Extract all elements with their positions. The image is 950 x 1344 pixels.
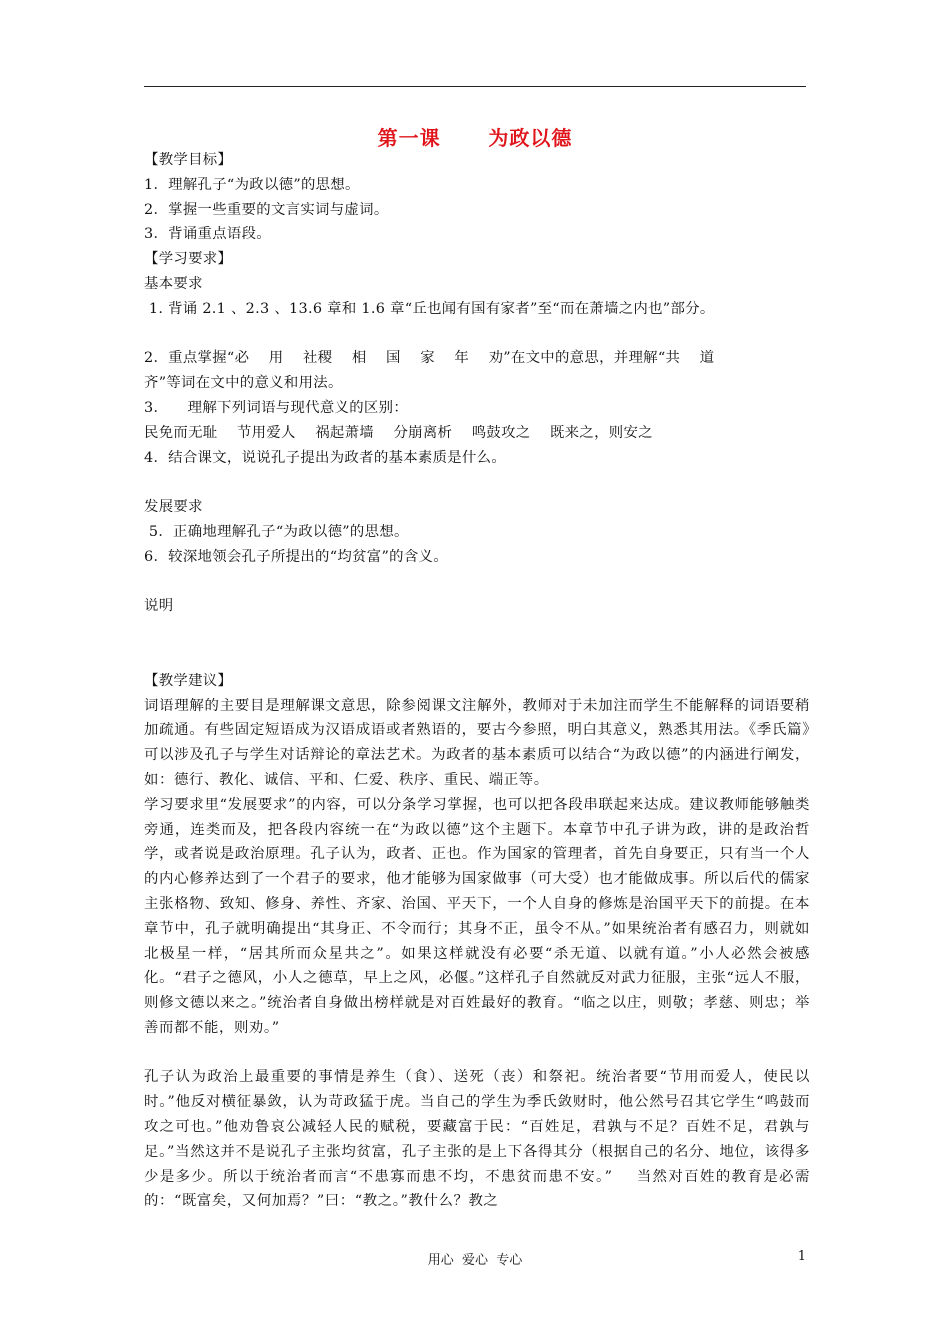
- advice-paragraph-1: 词语理解的主要目是理解课文意思，除参阅课文注解外，教师对于未加注而学生不能解释的词语要稍加疏通。有些固定短语成为汉语成语或者熟语的，要古今参照，明白其意义，熟悉其用法。《季氏篇》可以涉及孔子与学生对话辩论的章法艺术。为政者的基本素质可以结合“为政以德”的内涵进行阐发，如：德行、教化、诚信、平和、仁爱、秩序、重民、端正等。: [144, 697, 810, 788]
- spacer: [144, 470, 810, 495]
- spacer: [144, 1041, 810, 1066]
- footer-motto: 用心 爱心 专心: [427, 1253, 523, 1268]
- development-requirement-6: 6．较深地领会孔子所提出的“均贫富”的含义。: [144, 548, 448, 565]
- basic-requirement-4: 4．结合课文，说说孔子提出为政者的基本素质是什么。: [144, 449, 507, 466]
- advice-paragraph-3: 孔子认为政治上最重要的事情是养生（食）、送死（丧）和祭祀。统治者要“节用而爱人，使民以时。”他反对横征暴敛，认为苛政猛于虎。当自己的学生为季氏敛财时，他公然号召其它学生“鸣鼓而攻之可也。”他劝鲁哀公减轻人民的赋税，要藏富于民：“百姓足，君孰与不足？百姓不足，君孰与足。”当然这并不是说孔子主张均贫富，孔子主张的是上下各得其分（根据自己的名分、地位，该得多少是多少。所以于统治者而言“不患寡而患不均，不患贫而患不安。” 当然对百姓的教育是必需的：“既富矣，又何加焉？”曰：“教之。”教什么？教之: [144, 1069, 810, 1210]
- advice-paragraph-2: 学习要求里“发展要求”的内容，可以分条学习掌握，也可以把各段串联起来达成。建议教师能够触类旁通，连类而及，把各段内容统一在“为政以德”这个主题下。本章节中孔子讲为政，讲的是政治哲学，或者说是政治原理。孔子认为，政者、正也。作为国家的管理者，首先自身要正，只有当一个人的内心修养达到了一个君子的要求，他才能够为国家做事（可大受）也才能做成事。所以后代的儒家主张格物、致知、修身、养性、齐家、治国、平天下，一个人自身的修炼是治国平天下的前提。在本章节中，孔子就明确提出“其身正、不令而行；其身不正，虽令不从。”如果统治者有感召力，则就如北极星一样，“居其所而众星共之”。如果这样就没有必要“杀无道、以就有道。”小人必然会被感化。“君子之德风，小人之德草，早上之风，必偃。”这样孔子自然就反对武力征服，主张“远人不服，则修文德以来之。”统治者自身做出榜样就是对百姓最好的教育。“临之以庄，则敬；孝慈、则忠；举善而都不能，则劝。”: [144, 796, 810, 1036]
- development-requirement-5: 5．正确地理解孔子“为政以德”的思想。: [144, 523, 409, 540]
- requirements-heading: 【学习要求】: [144, 251, 233, 268]
- basic-requirement-3-words: 民免而无耻 节用爱人 祸起萧墙 分崩离析 鸣鼓攻之 既来之，则安之: [144, 424, 653, 441]
- goal-item-1: 1．理解孔子“为政以德”的思想。: [144, 176, 360, 193]
- basic-requirement-2-line-1: 2．重点掌握“必 用 社稷 相 国 家 年 劝”在文中的意思，并理解“共 道: [144, 350, 715, 367]
- goals-heading: 【教学目标】: [144, 152, 233, 168]
- basic-requirements-heading: 基本要求: [144, 275, 203, 292]
- page-title: 第一课 为政以德: [377, 126, 573, 150]
- note-heading: 说明: [144, 598, 174, 615]
- spacer: [144, 619, 810, 669]
- basic-requirement-1: 1. 背诵 2.1 、2.3 、13.6 章和 1.6 章“丘也闻有国有家者”至“而在萧墙之内也”部分。: [144, 300, 715, 317]
- spacer: [144, 322, 810, 347]
- goal-item-2: 2．掌握一些重要的文言实词与虚词。: [144, 201, 389, 218]
- development-requirements-heading: 发展要求: [144, 499, 203, 516]
- basic-requirement-3: 3． 理解下列词语与现代意义的区别：: [144, 399, 409, 416]
- document-body: [144, 148, 810, 1214]
- basic-requirement-2-line-2: 齐”等词在文中的意义和用法。: [144, 375, 343, 392]
- header-rule: [144, 86, 806, 87]
- goal-item-3: 3．背诵重点语段。: [144, 226, 271, 243]
- advice-heading: 【教学建议】: [144, 672, 233, 689]
- page-number: 1: [797, 1249, 806, 1264]
- spacer: [144, 570, 810, 595]
